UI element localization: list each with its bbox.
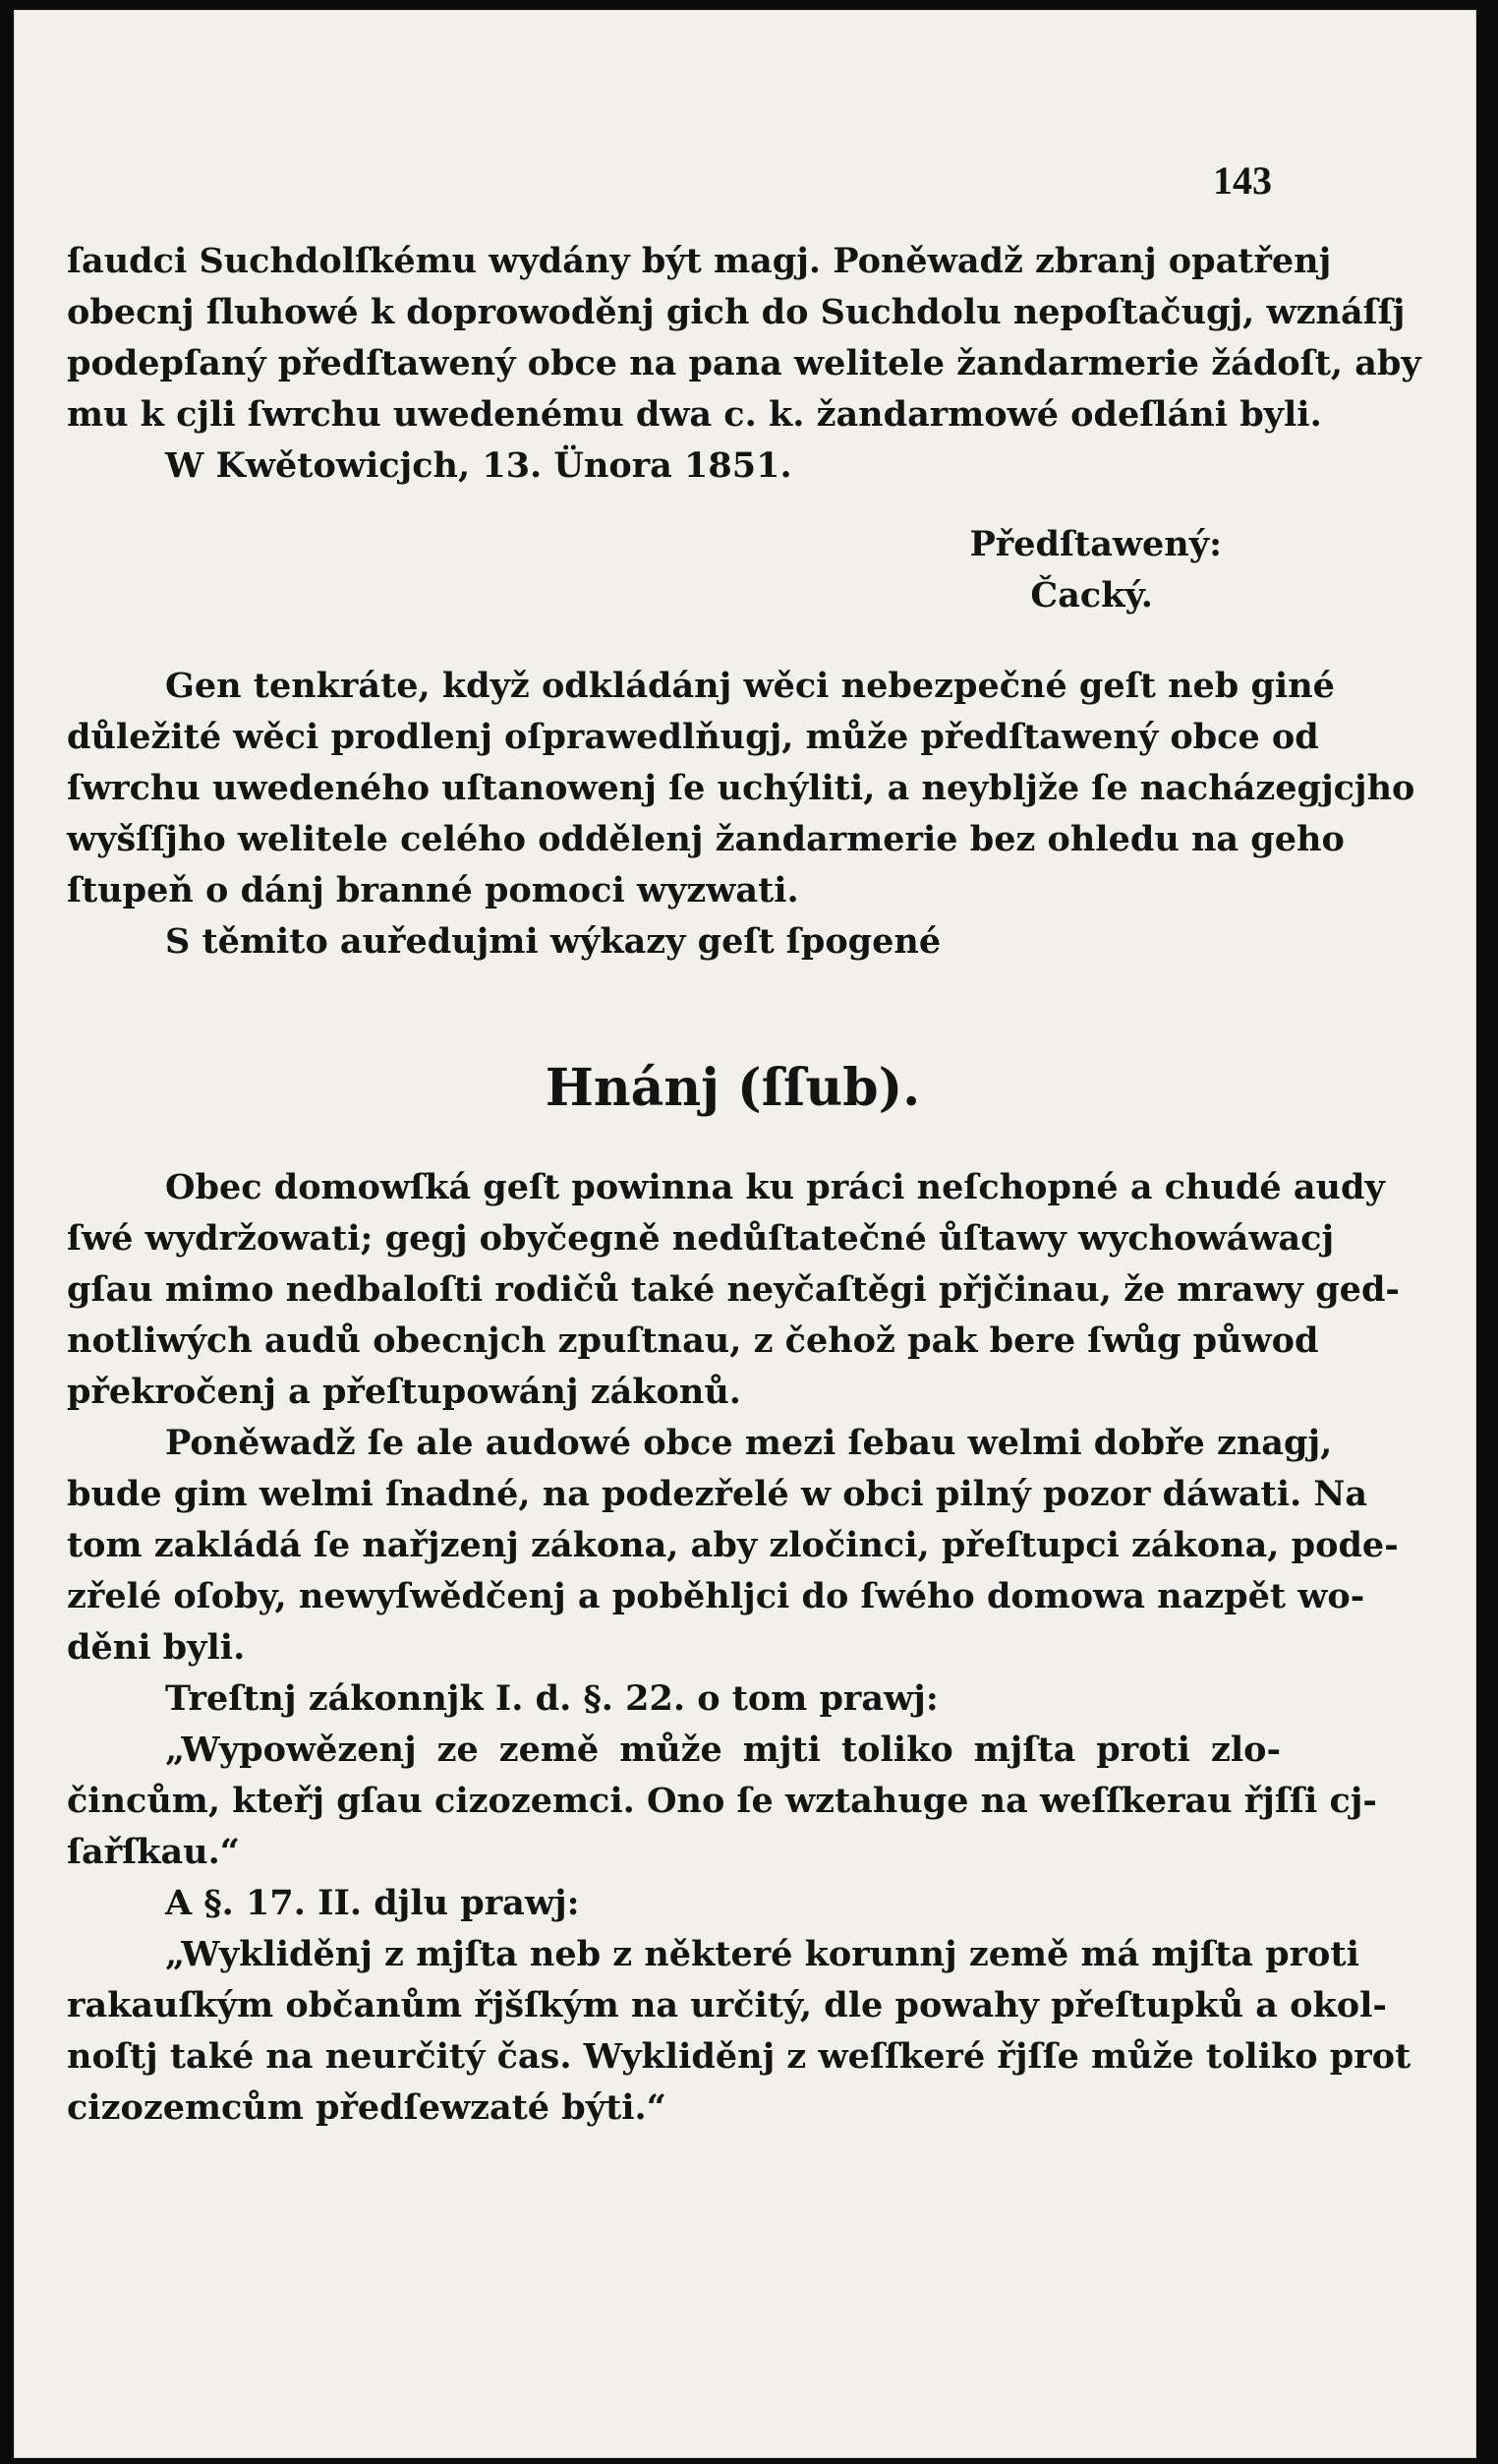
text-line: překročenj a přeſtupowánj zákonů.	[67, 1372, 741, 1412]
text-line: Poněwadž ſe ale audowé obce mezi ſebau welmi dobře znagj,	[165, 1423, 1333, 1463]
paragraph-4	[67, 1162, 1400, 1418]
paragraph-5	[67, 1418, 1399, 1673]
text-line: rakauſkým občanům řjšſkým na určitý, dle powahy přeſtupků a okol-	[67, 1985, 1387, 2025]
quote-2	[67, 1929, 1412, 2134]
text-line: čincům, kteřj gſau cizozemci. Ono ſe wztahuge na weſſkerau řjſſi cj-	[67, 1781, 1377, 1821]
text-line: podepſaný předſtawený obce na pana welitele žandarmerie žádoſt, aby	[67, 343, 1421, 383]
text-line: tom zakládá ſe nařjzenj zákona, aby zločinci, přeſtupci zákona, pode-	[67, 1525, 1399, 1565]
text-line: Gen tenkráte, když odkládánj wěci nebezpečné geſt neb giné	[165, 666, 1335, 706]
intro-paragraph	[67, 236, 1421, 492]
text-line: obecnj ſluhowé k doprowoděnj gich do Suchdolu nepoſtačugj, wznáſſj	[67, 292, 1406, 332]
text-line: důležité wěci prodlenj oſprawedlňugj, může předſtawený obce od	[67, 717, 1319, 757]
signature-name: Čacký.	[1030, 575, 1153, 616]
text-line: wyšſſjho welitele celého oddělenj žandarmerie bez ohledu na geho	[67, 819, 1345, 859]
text-line: „Wykliděnj z mjſta neb z některé korunnj země má mjſta proti	[165, 1934, 1359, 1974]
page-number: 143	[1213, 158, 1272, 203]
text-line: noſtj také na neurčitý čas. Wykliděnj z weſſkeré řjſſe může toliko prot	[67, 2036, 1412, 2077]
place-date: W Kwětowicjch, 13. Ünora 1851.	[165, 445, 792, 486]
text-line: ſaudci Suchdolſkému wydány být magj. Poněwadž zbranj opatřenj	[67, 241, 1332, 281]
text-line: ſwrchu uwedeného uſtanowenj ſe uchýliti, a neybljže ſe nacházegjcjho	[67, 768, 1415, 808]
book-page	[14, 10, 1476, 2458]
text-line: zřelé oſoby, newyſwědčenj a poběhljci do ſwého domowa nazpět wo-	[67, 1576, 1365, 1616]
text-line: „Wypowězenj ze země může mjti toliko mjſta proti zlo-	[165, 1730, 1281, 1770]
text-line: bude gim welmi ſnadné, na podezřelé w obci pilný pozor dáwati. Na	[67, 1474, 1368, 1514]
text-line: gſau mimo nedbaloſti rodičů také neyčaſtěgi přjčinau, že mrawy ged-	[67, 1269, 1400, 1310]
paragraph-6: Treſtnj zákonnjk I. d. §. 22. o tom prawj:	[165, 1678, 939, 1719]
section-heading: Hnánj (ſſub).	[545, 1058, 921, 1118]
text-line: ſtupeň o dánj branné pomoci wyzwati.	[67, 870, 799, 910]
text-line: notliwých audů obecnjch zpuſtnau, z čehož pak bere ſwůg půwod	[67, 1320, 1319, 1361]
signature-title: Předſtawený:	[969, 524, 1222, 564]
paragraph-2	[67, 661, 1415, 916]
paragraph-7: A §. 17. II. djlu prawj:	[165, 1883, 580, 1923]
page-text	[67, 236, 1421, 2134]
text-line: mu k cjli ſwrchu uwedenému dwa c. k. žandarmowé odeſláni byli.	[67, 394, 1322, 435]
text-line: ſařſkau.“	[67, 1832, 240, 1872]
text-line: děni byli.	[67, 1627, 246, 1668]
text-line: cizozemcům předſewzaté býti.“	[67, 2087, 666, 2128]
quote-1	[67, 1725, 1377, 1878]
paragraph-3: S těmito auředujmi wýkazy geſt ſpogené	[165, 921, 942, 962]
text-line: Obec domowſká geſt powinna ku práci neſchopné a chudé audy	[165, 1167, 1385, 1207]
text-line: ſwé wydržowati; gegj obyčegně nedůſtatečné ůſtawy wychowáwacj	[67, 1218, 1335, 1259]
